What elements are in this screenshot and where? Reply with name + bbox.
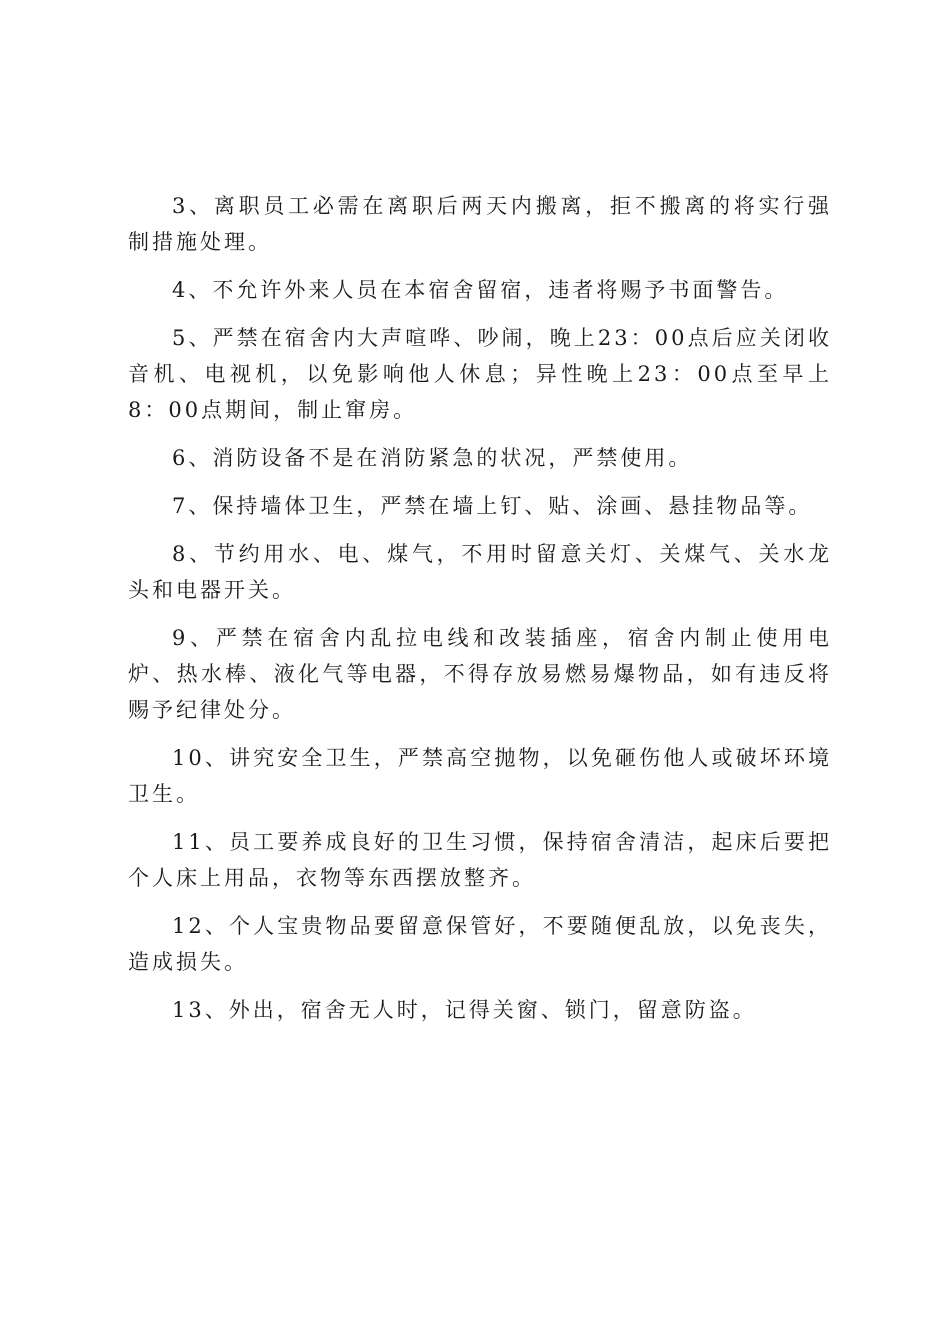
rule-paragraph-4: 4、不允许外来人员在本宿舍留宿，违者将赐予书面警告。 [172, 278, 789, 302]
rule-paragraph-8: 8、节约用水、电、煤气，不用时留意关灯、关煤气、关水龙头和电器开关。 [128, 542, 832, 602]
rule-paragraph-10: 10、讲究安全卫生，严禁高空抛物，以免砸伤他人或破坏环境卫生。 [128, 746, 832, 806]
rule-paragraph-6: 6、消防设备不是在消防紧急的状况，严禁使用。 [172, 446, 693, 470]
rule-paragraph-9: 9、严禁在宿舍内乱拉电线和改装插座，宿舍内制止使用电炉、热水棒、液化气等电器，不得存放易燃易爆物品，如有违反将赐予纪律处分。 [128, 626, 832, 722]
rule-paragraph-7: 7、保持墙体卫生，严禁在墙上钉、贴、涂画、悬挂物品等。 [172, 494, 813, 518]
rule-paragraph-3: 3、离职员工必需在离职后两天内搬离，拒不搬离的将实行强制措施处理。 [128, 194, 832, 254]
rule-paragraph-11: 11、员工要养成良好的卫生习惯，保持宿舍清洁，起床后要把个人床上用品，衣物等东西摆放整齐。 [128, 830, 832, 890]
document-body [128, 188, 832, 1040]
rule-paragraph-12: 12、个人宝贵物品要留意保管好，不要随便乱放，以免丧失，造成损失。 [128, 914, 832, 974]
rule-paragraph-13: 13、外出，宿舍无人时，记得关窗、锁门，留意防盗。 [172, 998, 757, 1022]
rule-paragraph-5: 5、严禁在宿舍内大声喧哗、吵闹，晚上23：00点后应关闭收音机、电视机，以免影响他人休息；异性晚上23：00点至早上8：00点期间，制止窜房。 [128, 326, 832, 422]
